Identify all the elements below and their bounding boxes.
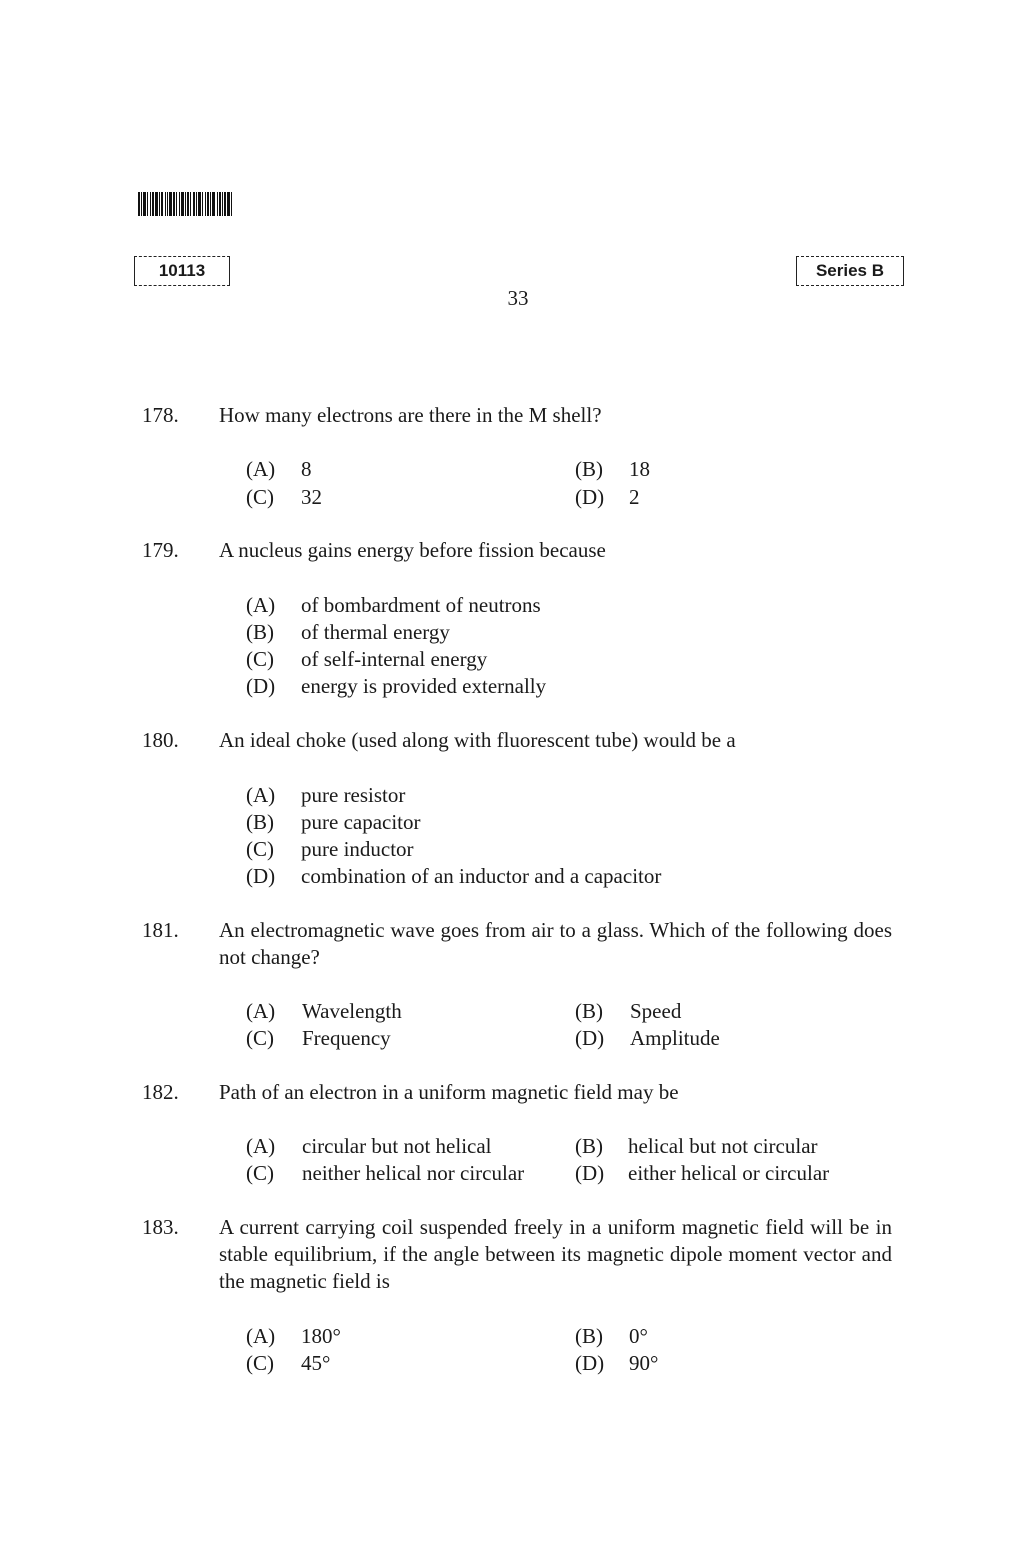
option-label: (B) — [575, 1324, 603, 1348]
question-text: How many electrons are there in the M shell? — [219, 403, 602, 427]
question-number: 178. — [142, 403, 179, 427]
option-label: (C) — [246, 1161, 274, 1185]
series-label: Series B — [815, 261, 885, 280]
option-label: (A) — [246, 783, 276, 807]
option-label: (A) — [246, 999, 276, 1023]
option-text: pure inductor — [301, 837, 414, 861]
option-text: 8 — [301, 457, 312, 481]
option-label: (D) — [575, 1161, 605, 1185]
option-text: 90° — [629, 1351, 659, 1375]
option-label: (B) — [575, 1134, 603, 1158]
option-label: (B) — [246, 810, 274, 834]
option-label: (B) — [575, 999, 603, 1023]
question-number: 179. — [142, 538, 179, 562]
option-text: combination of an inductor and a capacitor — [301, 864, 662, 888]
option-text: 180° — [301, 1324, 341, 1348]
option-label: (C) — [246, 647, 274, 671]
option-text: 2 — [629, 485, 640, 509]
question-text: A nucleus gains energy before fission because — [219, 538, 606, 562]
option-text: either helical or circular — [628, 1161, 830, 1185]
option-label: (B) — [246, 620, 274, 644]
question-text: Path of an electron in a uniform magnetic field may be — [219, 1080, 679, 1104]
paper-code-box — [134, 256, 230, 286]
option-text: Frequency — [302, 1026, 391, 1050]
option-label: (A) — [246, 1134, 276, 1158]
option-text: 32 — [301, 485, 322, 509]
option-text: helical but not circular — [628, 1134, 818, 1158]
option-label: (A) — [246, 457, 276, 481]
question-number: 181. — [142, 918, 179, 942]
option-text: 18 — [629, 457, 650, 481]
option-label: (D) — [575, 485, 605, 509]
option-label: (A) — [246, 593, 276, 617]
option-text: of self-internal energy — [301, 647, 488, 671]
option-text: Amplitude — [630, 1026, 720, 1050]
option-text: of thermal energy — [301, 620, 450, 644]
option-label: (C) — [246, 1026, 274, 1050]
option-text: 0° — [629, 1324, 648, 1348]
option-text: circular but not helical — [302, 1134, 492, 1158]
option-text: pure resistor — [301, 783, 406, 807]
option-label: (D) — [246, 674, 276, 698]
option-label: (B) — [575, 457, 603, 481]
option-text: neither helical nor circular — [302, 1161, 525, 1185]
question-text: A current carrying coil suspended freely in a uniform magnetic field will be in stable equilibrium, if the angle between its magnetic dipole moment vector and the magnetic field is — [219, 1215, 892, 1293]
option-label: (C) — [246, 837, 274, 861]
option-text: of bombardment of neutrons — [301, 593, 541, 617]
question-number: 182. — [142, 1080, 179, 1104]
option-label: (D) — [575, 1026, 605, 1050]
option-label: (C) — [246, 485, 274, 509]
option-text: pure capacitor — [301, 810, 421, 834]
barcode — [138, 192, 300, 216]
page-number: 33 — [507, 286, 529, 310]
series-box — [796, 256, 904, 286]
option-label: (D) — [246, 864, 276, 888]
question-number: 180. — [142, 728, 179, 752]
option-label: (C) — [246, 1351, 274, 1375]
option-text: 45° — [301, 1351, 331, 1375]
option-label: (A) — [246, 1324, 276, 1348]
option-text: Speed — [630, 999, 682, 1023]
question-text: An electromagnetic wave goes from air to a glass. Which of the following does not change? — [219, 918, 892, 969]
question-number: 183. — [142, 1215, 179, 1239]
question-text: An ideal choke (used along with fluorescent tube) would be a — [219, 728, 736, 752]
option-text: Wavelength — [302, 999, 402, 1023]
paper-code: 10113 — [158, 261, 206, 280]
option-label: (D) — [575, 1351, 605, 1375]
option-text: energy is provided externally — [301, 674, 547, 698]
